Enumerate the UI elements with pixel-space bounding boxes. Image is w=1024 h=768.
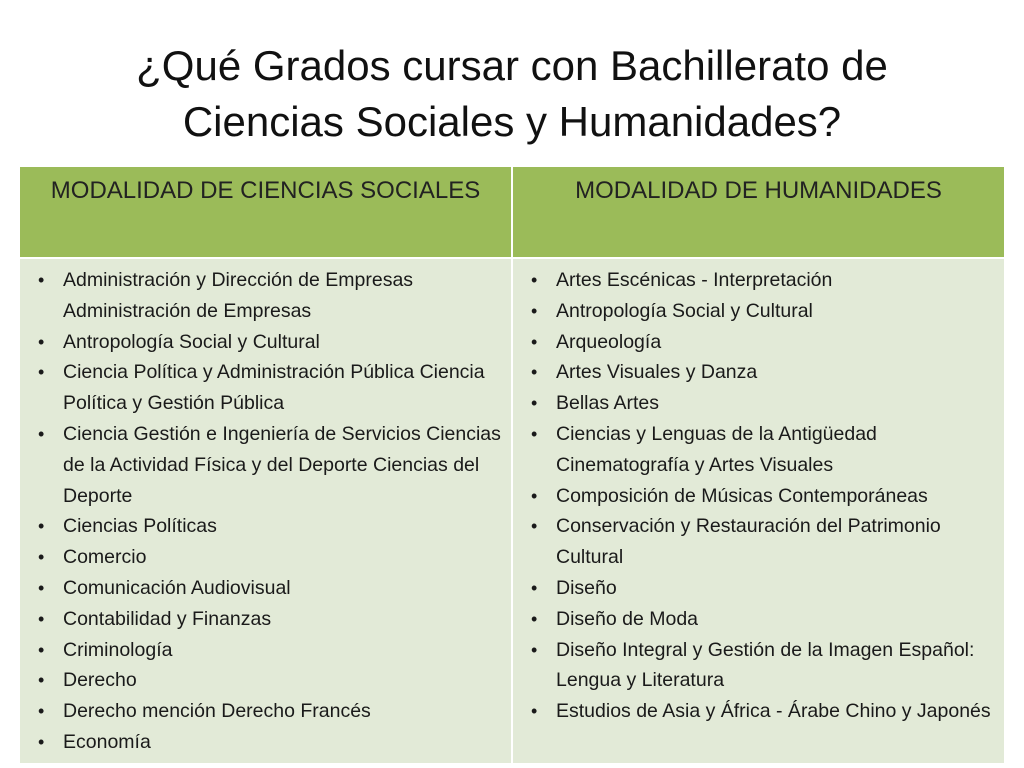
bullet-icon: • [531,331,538,352]
list-item [521,296,996,327]
header-social-sciences: MODALIDAD DE CIENCIAS SOCIALES [19,166,512,258]
list-item-text: Arqueología [556,330,662,353]
bullet-icon: • [38,362,45,383]
bullet-icon: • [531,608,538,629]
list-item [28,357,503,419]
list-item [28,665,503,696]
list-item [521,388,996,419]
list-item [28,542,503,573]
list-item-text: Economía [63,730,151,753]
list-item [521,635,996,697]
bullet-icon: • [531,577,538,598]
table-body-row [19,258,1005,764]
bullet-icon: • [38,639,45,660]
list-item-text: Artes Escénicas - Interpretación [556,269,833,291]
list-item [521,357,996,388]
degrees-table [18,165,1006,765]
bullet-icon: • [38,516,45,537]
list-item [521,696,996,727]
bullet-icon: • [531,270,538,290]
list-item-text: Comercio [63,546,147,569]
list-item [521,573,996,604]
bullet-icon: • [531,423,538,444]
list-item [521,327,996,358]
bullet-icon: • [38,701,45,722]
list-item [28,511,503,542]
slide-title [0,38,1024,150]
list-item-text: Conservación y Restauración del Patrimonio Cultural [556,515,941,569]
list-item-text: Contabilidad y Finanzas [63,607,272,630]
bullet-icon: • [38,731,45,752]
list-item [28,265,503,327]
list-item-text: Administración y Dirección de Empresas Administración de Empresas [63,269,414,322]
list-item [28,573,503,604]
bullet-icon: • [38,608,45,629]
list-item-text: Ciencia Gestión e Ingeniería de Servicios Ciencias de la Actividad Física y del Deporte Ciencias del Deporte [63,422,501,507]
list-item-text: Diseño [556,576,617,599]
list-item-text: Bellas Artes [556,392,659,415]
list-item-text: Antropología Social y Cultural [63,330,320,353]
social-sciences-list [28,265,503,758]
list-item-text: Diseño Integral y Gestión de la Imagen Español: Lengua y Literatura [556,638,975,692]
bullet-icon: • [531,516,538,537]
list-item [28,727,503,758]
list-item [28,419,503,511]
bullet-icon: • [38,423,45,444]
list-item-text: Estudios de Asia y África - Árabe Chino y Japonés [556,700,991,723]
list-item [28,327,503,358]
list-item-text: Ciencia Política y Administración Pública Ciencia Política y Gestión Pública [63,361,485,415]
list-item-text: Comunicación Audiovisual [63,576,291,599]
bullet-icon: • [531,485,538,506]
list-item-text: Criminología [63,638,173,661]
header-humanities: MODALIDAD DE HUMANIDADES [512,166,1005,258]
list-item-text: Artes Visuales y Danza [556,361,758,384]
list-item [521,265,996,296]
bullet-icon: • [38,577,45,598]
bullet-icon: • [38,270,45,290]
list-item [521,481,996,512]
table-header-row [19,166,1005,258]
list-item-text: Derecho [63,669,137,692]
list-item-text: Derecho mención Derecho Francés [63,700,371,723]
list-item [521,604,996,635]
list-item-text: Ciencias y Lenguas de la Antigüedad Cinematografía y Artes Visuales [556,422,877,476]
list-item-text: Diseño de Moda [556,607,699,630]
list-item-text: Antropología Social y Cultural [556,299,813,322]
bullet-icon: • [38,547,45,568]
list-item [28,696,503,727]
bullet-icon: • [531,393,538,414]
bullet-icon: • [531,300,538,321]
humanities-cell [512,258,1005,764]
humanities-list [521,265,996,727]
list-item [28,635,503,666]
list-item-text: Ciencias Políticas [63,515,217,538]
social-sciences-cell [19,258,512,764]
bullet-icon: • [38,670,45,691]
slide-title-line-1: ¿Qué Grados cursar con Bachillerato de [136,42,888,89]
list-item-text: Composición de Músicas Contemporáneas [556,484,928,507]
bullet-icon: • [531,639,538,660]
bullet-icon: • [38,331,45,352]
list-item [28,604,503,635]
list-item [521,511,996,573]
bullet-icon: • [531,701,538,722]
bullet-icon: • [531,362,538,383]
list-item [521,419,996,481]
slide-title-line-2: Ciencias Sociales y Humanidades? [182,98,842,145]
